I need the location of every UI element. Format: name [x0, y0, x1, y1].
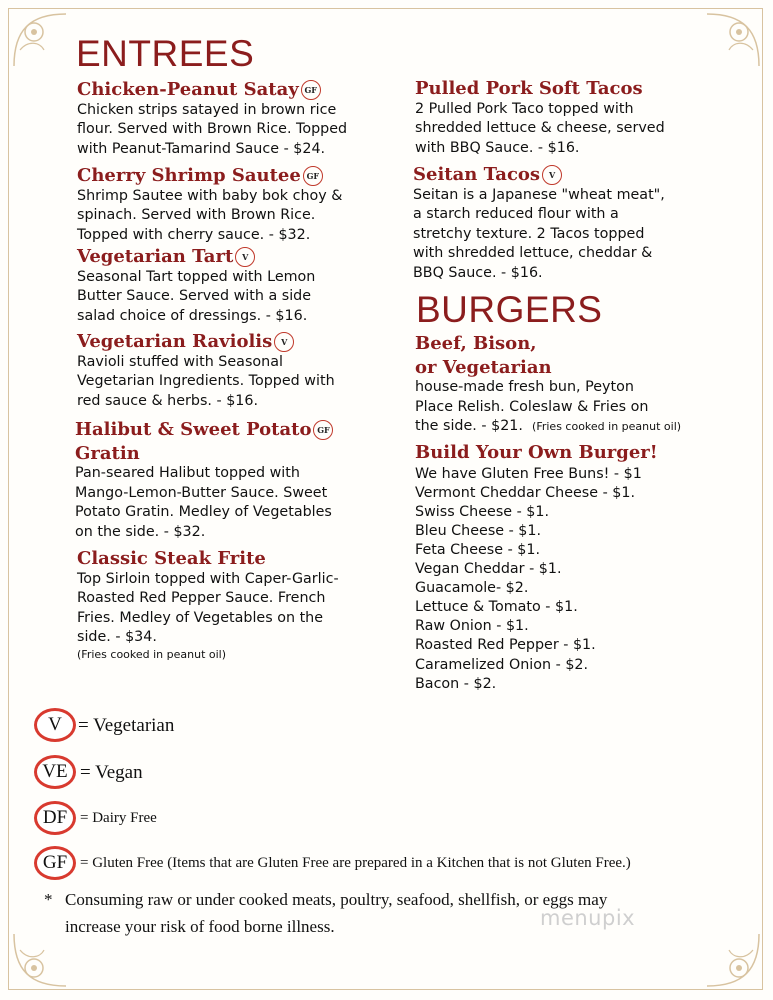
burgers-heading: BURGERS [416, 289, 603, 330]
item-title-continued: or Vegetarian [415, 356, 552, 378]
disclaimer-asterisk: * [44, 890, 53, 909]
addon-item: Vegan Cheddar - $1. [415, 561, 562, 578]
addon-item: Guacamole- $2. [415, 580, 529, 597]
menupix-watermark: menupix [540, 906, 636, 930]
legend-dairy-free-icon: DF [34, 801, 76, 835]
gluten-free-badge-icon: GF [303, 166, 323, 186]
item-description-line: Mango-Lemon-Butter Sauce. Sweet [75, 484, 328, 501]
item-title: Build Your Own Burger! [415, 442, 658, 463]
item-description-line: flour. Served with Brown Rice. Topped [77, 121, 348, 138]
menu-item-vegetarian-raviolis [77, 331, 335, 411]
item-description-line: a starch reduced flour with a [413, 206, 619, 223]
item-description-line: house-made fresh bun, Peyton [415, 379, 634, 396]
legend-vegan-label: = Vegan [80, 762, 143, 783]
item-description-line: on the side. - $32. [75, 523, 206, 540]
addon-item: We have Gluten Free Buns! - $1 [415, 465, 642, 482]
addon-item: Caramelized Onion - $2. [415, 656, 589, 673]
item-description-line: Pan-seared Halibut topped with [75, 465, 300, 482]
item-title: Halibut & Sweet Potato [75, 419, 312, 440]
addon-item: Feta Cheese - $1. [415, 541, 541, 558]
corner-ornament-top-left-icon [10, 10, 70, 70]
vegetarian-badge-icon: V [274, 332, 294, 352]
menu-item-chicken-peanut-satay [77, 79, 347, 159]
corner-ornament-bottom-right-icon [703, 930, 763, 990]
menu-item-halibut-sweet-potato-gratin [75, 419, 333, 542]
corner-ornament-top-right-icon [703, 10, 763, 70]
item-title-continued: Gratin [75, 442, 140, 464]
item-description-line: BBQ Sauce. - $16. [413, 264, 543, 281]
item-description-line: Potato Gratin. Medley of Vegetables [75, 504, 332, 521]
addon-item: Lettuce & Tomato - $1. [415, 599, 578, 616]
item-title: Cherry Shrimp Sautee [77, 165, 301, 186]
legend-vegetarian-label: = Vegetarian [78, 715, 175, 736]
item-description-line: Butter Sauce. Served with a side [77, 288, 312, 305]
addon-item: Bleu Cheese - $1. [415, 522, 542, 539]
legend-vegetarian-icon: V [34, 708, 76, 742]
menu-item-pulled-pork-soft-tacos [415, 78, 665, 158]
fries-note: (Fries cooked in peanut oil) [77, 647, 227, 661]
item-description-line: spinach. Served with Brown Rice. [77, 207, 316, 224]
item-description-line: salad choice of dressings. - $16. [77, 307, 308, 324]
item-description-line: Seasonal Tart topped with Lemon [77, 268, 316, 285]
item-description-line: red sauce & herbs. - $16. [77, 392, 259, 409]
item-title: Vegetarian Tart [77, 246, 234, 267]
legend-dairy-free-label: = Dairy Free [80, 810, 157, 826]
item-description-line: Place Relish. Coleslaw & Fries on [415, 398, 649, 415]
item-description-line: Topped with cherry sauce. - $32. [77, 226, 311, 243]
item-title: Pulled Pork Soft Tacos [415, 78, 643, 99]
item-title: Vegetarian Raviolis [77, 331, 273, 352]
item-description-line: Fries. Medley of Vegetables on the [77, 609, 324, 626]
fries-note: (Fries cooked in peanut oil) [532, 420, 682, 434]
item-description-line: with shredded lettuce, cheddar & [413, 245, 653, 262]
menu-item-cherry-shrimp-sautee [77, 165, 342, 245]
item-description-line: with BBQ Sauce. - $16. [415, 139, 580, 156]
entrees-heading: ENTREES [76, 33, 255, 74]
item-title: Chicken-Peanut Satay [77, 79, 299, 100]
item-description-line: side. - $34. [77, 629, 157, 646]
legend-gluten-free-icon: GF [34, 846, 76, 880]
vegetarian-badge-icon: V [235, 247, 255, 267]
legend-gluten-free-label: = Gluten Free (Items that are Gluten Free are prepared in a Kitchen that is not Gluten Free.) [80, 855, 631, 871]
item-title: Beef, Bison, [415, 333, 537, 354]
gluten-free-badge-icon: GF [301, 80, 321, 100]
item-description-line: stretchy texture. 2 Tacos topped [413, 225, 645, 242]
item-description-line: shredded lettuce & cheese, served [415, 120, 665, 137]
menu-item-build-your-own-burger [415, 442, 658, 694]
gluten-free-badge-icon: GF [313, 420, 333, 440]
item-title: Seitan Tacos [413, 164, 541, 185]
item-description-line: 2 Pulled Pork Taco topped with [415, 100, 634, 117]
item-description-line: with Peanut-Tamarind Sauce - $24. [77, 140, 326, 157]
legend-vegan-icon: VE [34, 755, 76, 789]
item-title: Classic Steak Frite [77, 548, 266, 569]
menu-item-beef-bison-vegetarian [415, 333, 681, 437]
item-description-line: Chicken strips satayed in brown rice [77, 101, 337, 118]
item-description-line: Top Sirloin topped with Caper-Garlic- [77, 570, 339, 587]
disclaimer-line-1: Consuming raw or under cooked meats, poultry, seafood, shellfish, or eggs may [65, 890, 608, 909]
vegetarian-badge-icon: V [542, 165, 562, 185]
corner-ornament-bottom-left-icon [10, 930, 70, 990]
addon-item: Roasted Red Pepper - $1. [415, 637, 596, 654]
item-description-line: Roasted Red Pepper Sauce. French [77, 590, 326, 607]
addon-item: Vermont Cheddar Cheese - $1. [415, 484, 636, 501]
item-description-line: Shrimp Sautee with baby bok choy & [77, 187, 343, 204]
menu-item-vegetarian-tart [77, 246, 315, 326]
item-description-line: Seitan is a Japanese "wheat meat", [413, 186, 665, 203]
addon-item: Swiss Cheese - $1. [415, 503, 550, 520]
item-description-line: Ravioli stuffed with Seasonal [77, 353, 283, 370]
disclaimer-line-2: increase your risk of food borne illness. [65, 917, 335, 936]
menu-item-seitan-tacos [413, 164, 665, 283]
item-description-line: Vegetarian Ingredients. Topped with [77, 373, 335, 390]
addon-item: Raw Onion - $1. [415, 618, 529, 635]
menu-item-classic-steak-frite [77, 548, 339, 661]
item-description-line: the side. - $21. [415, 418, 523, 435]
addon-item: Bacon - $2. [415, 675, 497, 692]
